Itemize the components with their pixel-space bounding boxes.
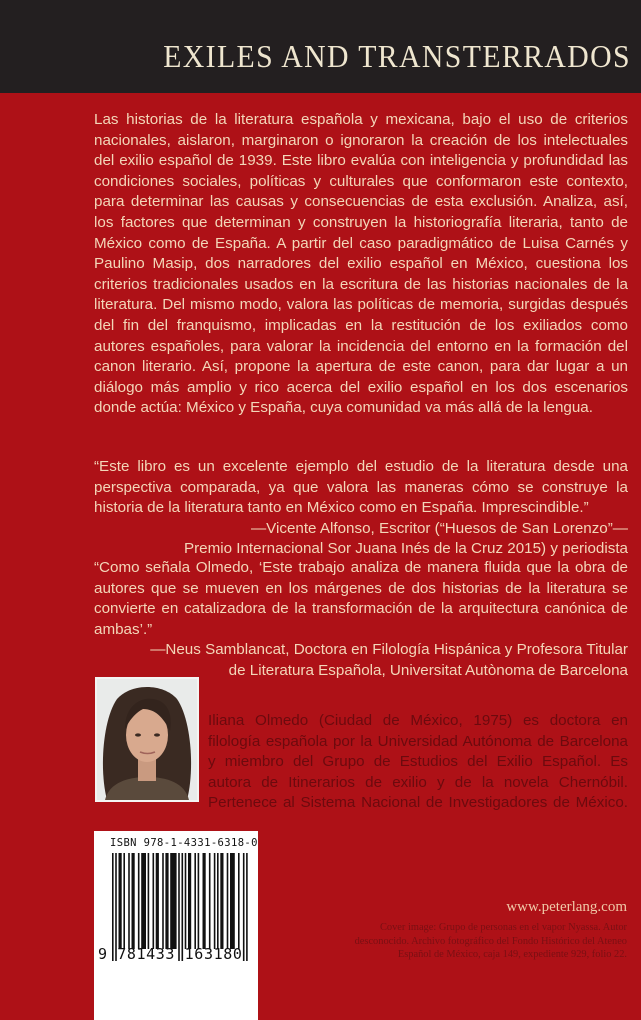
endorsement-2	[94, 558, 628, 682]
endorsement-1	[94, 457, 628, 560]
isbn-barcode	[94, 831, 258, 1020]
endorsement-quote: “Como señala Olmedo, ‘Este trabajo analiza de manera fluida que la obra de autores que se mueven en los márgenes de dos historias de la literatura se convierte en catalizadora de la transformación de la arquitectura canónica de ambas’.”	[94, 559, 628, 638]
author-bio: Iliana Olmedo (Ciudad de México, 1975) es doctora en filología española por la Universidad Autónoma de Barcelona y miembro del Grupo de Estudios del Exilio Español. Es autora de Itinerarios de exilio y de la novela Chernóbil. Pertenece al Sistema Nacional de Investigadores de México.	[208, 712, 628, 812]
title-band	[0, 0, 641, 93]
publisher-website: www.peterlang.com	[506, 899, 627, 915]
endorsement-attribution: de Literatura Española, Universitat Autònoma de Barcelona	[228, 661, 628, 679]
cover-image-credit: Cover image: Grupo de personas en el vapor Nyassa. Autor desconocido. Archivo fotográfico del Fondo Histórico del Ateneo Español de México, caja 149, expediente 929, folio 22.	[354, 922, 627, 960]
portrait-image	[97, 679, 197, 800]
barcode-digits: 9 781433 163180	[98, 945, 243, 963]
endorsement-quote: “Este libro es un excelente ejemplo del estudio de la literatura desde una perspectiva comparada, ya que valora las maneras cómo se construye la historia de la literatura tanto en México como en España. Imprescindible.”	[94, 458, 628, 517]
endorsement-attribution: Premio Internacional Sor Juana Inés de la Cruz 2015) y periodista	[183, 540, 628, 558]
endorsement-attribution: —Vicente Alfonso, Escritor (“Huesos de San Lorenzo”—	[250, 519, 628, 537]
isbn-label: ISBN 978-1-4331-6318-0	[110, 837, 258, 849]
endorsement-attribution: —Neus Samblancat, Doctora en Filología Hispánica y Profesora Titular	[150, 641, 628, 659]
book-description: Las historias de la literatura española y mexicana, bajo el uso de criterios nacionales, aislaron, marginaron o ignoraron la creación de los intelectuales del exilio español de 1939. Este libro evalúa con inteligencia y profundidad las condiciones sociales, políticas y culturales que conformaron este contexto, para determinar las causas y consecuencias de esta exclusión. Analiza, así, los factores que determinan y construyen la historiografía literaria, tanto de México como de España. A partir del caso paradigmático de Luisa Carnés y Paulino Masip, dos narradores del exilio español en México, cuestiona los criterios tradicionales usados en la escritura de las historias nacionales de la literatura. Del mismo modo, valora las políticas de memoria, surgidas después del fin del franquismo, implicadas en la restitución de los exiliados como autores españoles, para valorar la incidencia del entorno en la formación del canon literario. Así, propone la apertura de este canon, para dar lugar a un diálogo más amplio y rico acerca del exilio español en los dos escenarios donde actúa: México y España, cuya comunidad va más allá de la lengua.	[94, 111, 628, 417]
book-title: EXILES AND TRANSTERRADOS	[163, 38, 631, 74]
author-photo	[95, 677, 199, 802]
